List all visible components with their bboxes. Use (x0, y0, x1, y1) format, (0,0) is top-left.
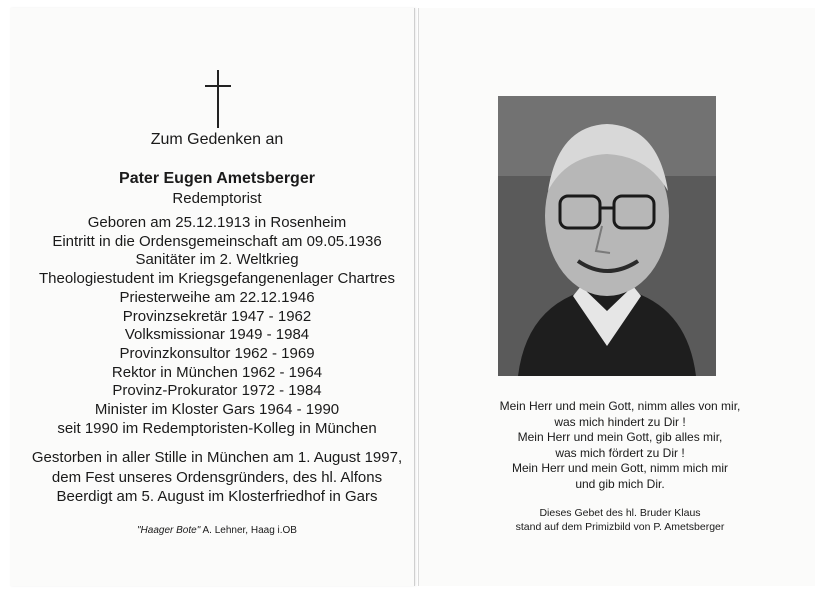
prayer-line: Mein Herr und mein Gott, nimm mich mir (511, 461, 729, 475)
death-line: Beerdigt am 5. August im Klosterfriedhof in Gars (56, 488, 378, 505)
prayer-line: Mein Herr und mein Gott, gib alles mir, (517, 430, 723, 444)
death-notice (0, 448, 434, 507)
prayer-line: was mich fördert zu Dir ! (555, 445, 685, 460)
bio-line: seit 1990 im Redemptoristen-Kolleg in München (57, 419, 377, 437)
portrait-photo (498, 96, 716, 376)
bio-line: Eintritt in die Ordensgemeinschaft am 09.05.1936 (52, 232, 382, 250)
death-line: Gestorben in aller Stille in München am 1. August 1997, (31, 449, 403, 466)
bio-line: Provinz-Prokurator 1972 - 1984 (112, 382, 322, 400)
bio-line: Geboren am 25.12.1913 in Rosenheim (87, 214, 347, 231)
attribution-line: Dieses Gebet des hl. Bruder Klaus (539, 507, 701, 519)
bio-line: Provinzsekretär 1947 - 1962 (122, 307, 312, 325)
deceased-name: Pater Eugen Ametsberger (119, 170, 315, 187)
prayer-text (430, 399, 810, 492)
bio-line: Priesterweihe am 22.12.1946 (119, 288, 315, 306)
prayer-line: was mich hindert zu Dir ! (554, 414, 686, 429)
printer-name: "Haager Bote" (137, 525, 201, 536)
prayer-line: und gib mich Dir. (575, 476, 665, 491)
bio-line: Rektor in München 1962 - 1964 (111, 363, 323, 381)
biography-list (0, 214, 434, 438)
prayer-line: Mein Herr und mein Gott, nimm alles von mir, (499, 399, 741, 413)
attribution-line: stand auf dem Primizbild von P. Ametsberger (515, 520, 725, 533)
bio-line: Sanitäter im 2. Weltkrieg (135, 251, 299, 269)
printer-detail: A. Lehner, Haag i.OB (200, 525, 297, 536)
printer-credit (0, 525, 434, 536)
bio-line: Volksmissionar 1949 - 1984 (124, 326, 310, 344)
prayer-attribution (430, 507, 810, 534)
latin-cross-icon (205, 70, 231, 128)
memorial-intro: Zum Gedenken an (150, 131, 284, 148)
death-line: dem Fest unseres Ordensgründers, des hl. Alfons (51, 468, 383, 486)
religious-order: Redemptorist (172, 190, 262, 207)
bio-line: Theologiestudent im Kriegsgefangenenlager Chartres (38, 270, 396, 288)
bio-line: Minister im Kloster Gars 1964 - 1990 (94, 401, 340, 419)
bio-line: Provinzkonsultor 1962 - 1969 (119, 344, 315, 362)
